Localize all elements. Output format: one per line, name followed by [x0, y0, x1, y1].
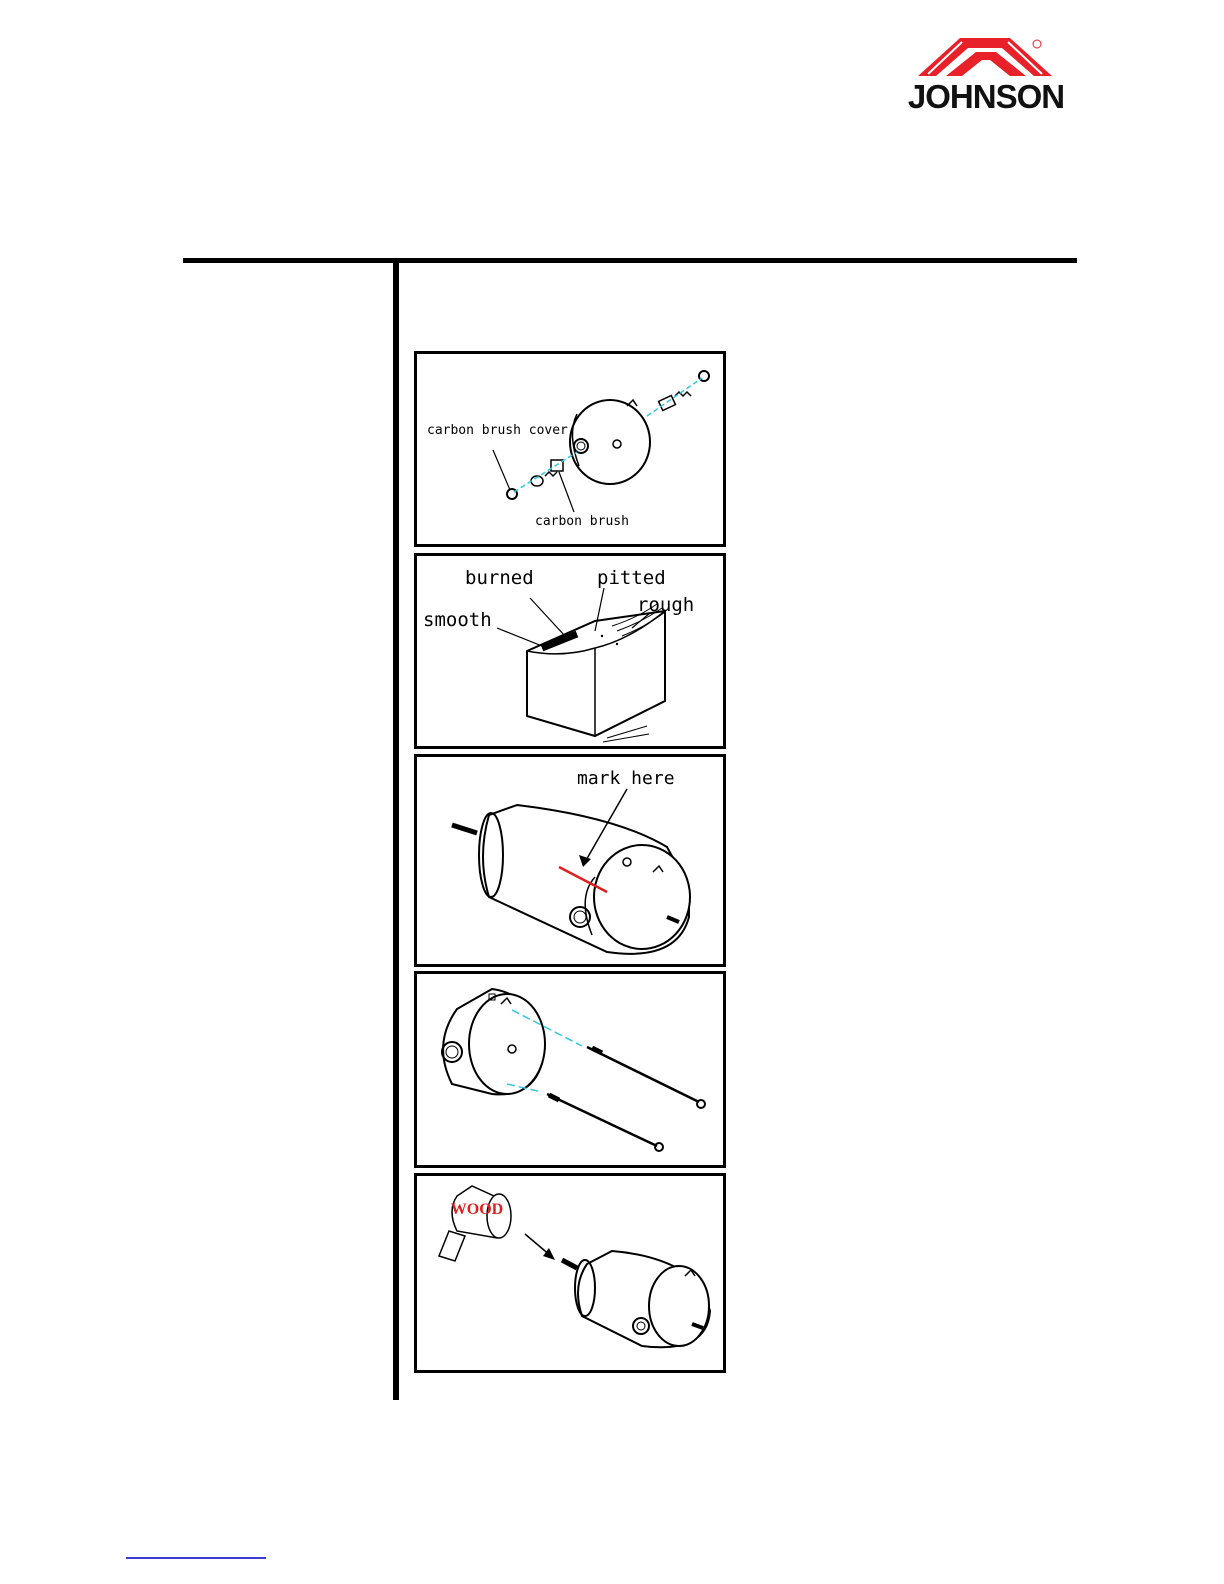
figure-brush-surface: [414, 553, 726, 749]
label-rough: rough: [637, 594, 695, 616]
logo-wordmark: JOHNSON: [907, 78, 1065, 114]
figure-mark-housing: [414, 754, 726, 967]
label-wood: WOOD: [450, 1201, 504, 1218]
figure-carbon-brush: [414, 351, 726, 547]
label-mark-here: mark here: [577, 768, 675, 789]
figure-through-bolts: [414, 971, 726, 1168]
column-divider: [393, 258, 399, 1400]
label-carbon-brush: carbon brush: [535, 514, 629, 529]
footer-link-underline[interactable]: [126, 1557, 266, 1559]
label-pitted: pitted: [597, 567, 666, 589]
label-burned: burned: [465, 567, 534, 589]
label-carbon-brush-cover: carbon brush cover: [427, 423, 568, 438]
header-rule: [183, 258, 1077, 263]
label-smooth: smooth: [423, 609, 492, 631]
johnson-logo: [900, 34, 1076, 114]
figure-wood-tap: [414, 1173, 726, 1373]
